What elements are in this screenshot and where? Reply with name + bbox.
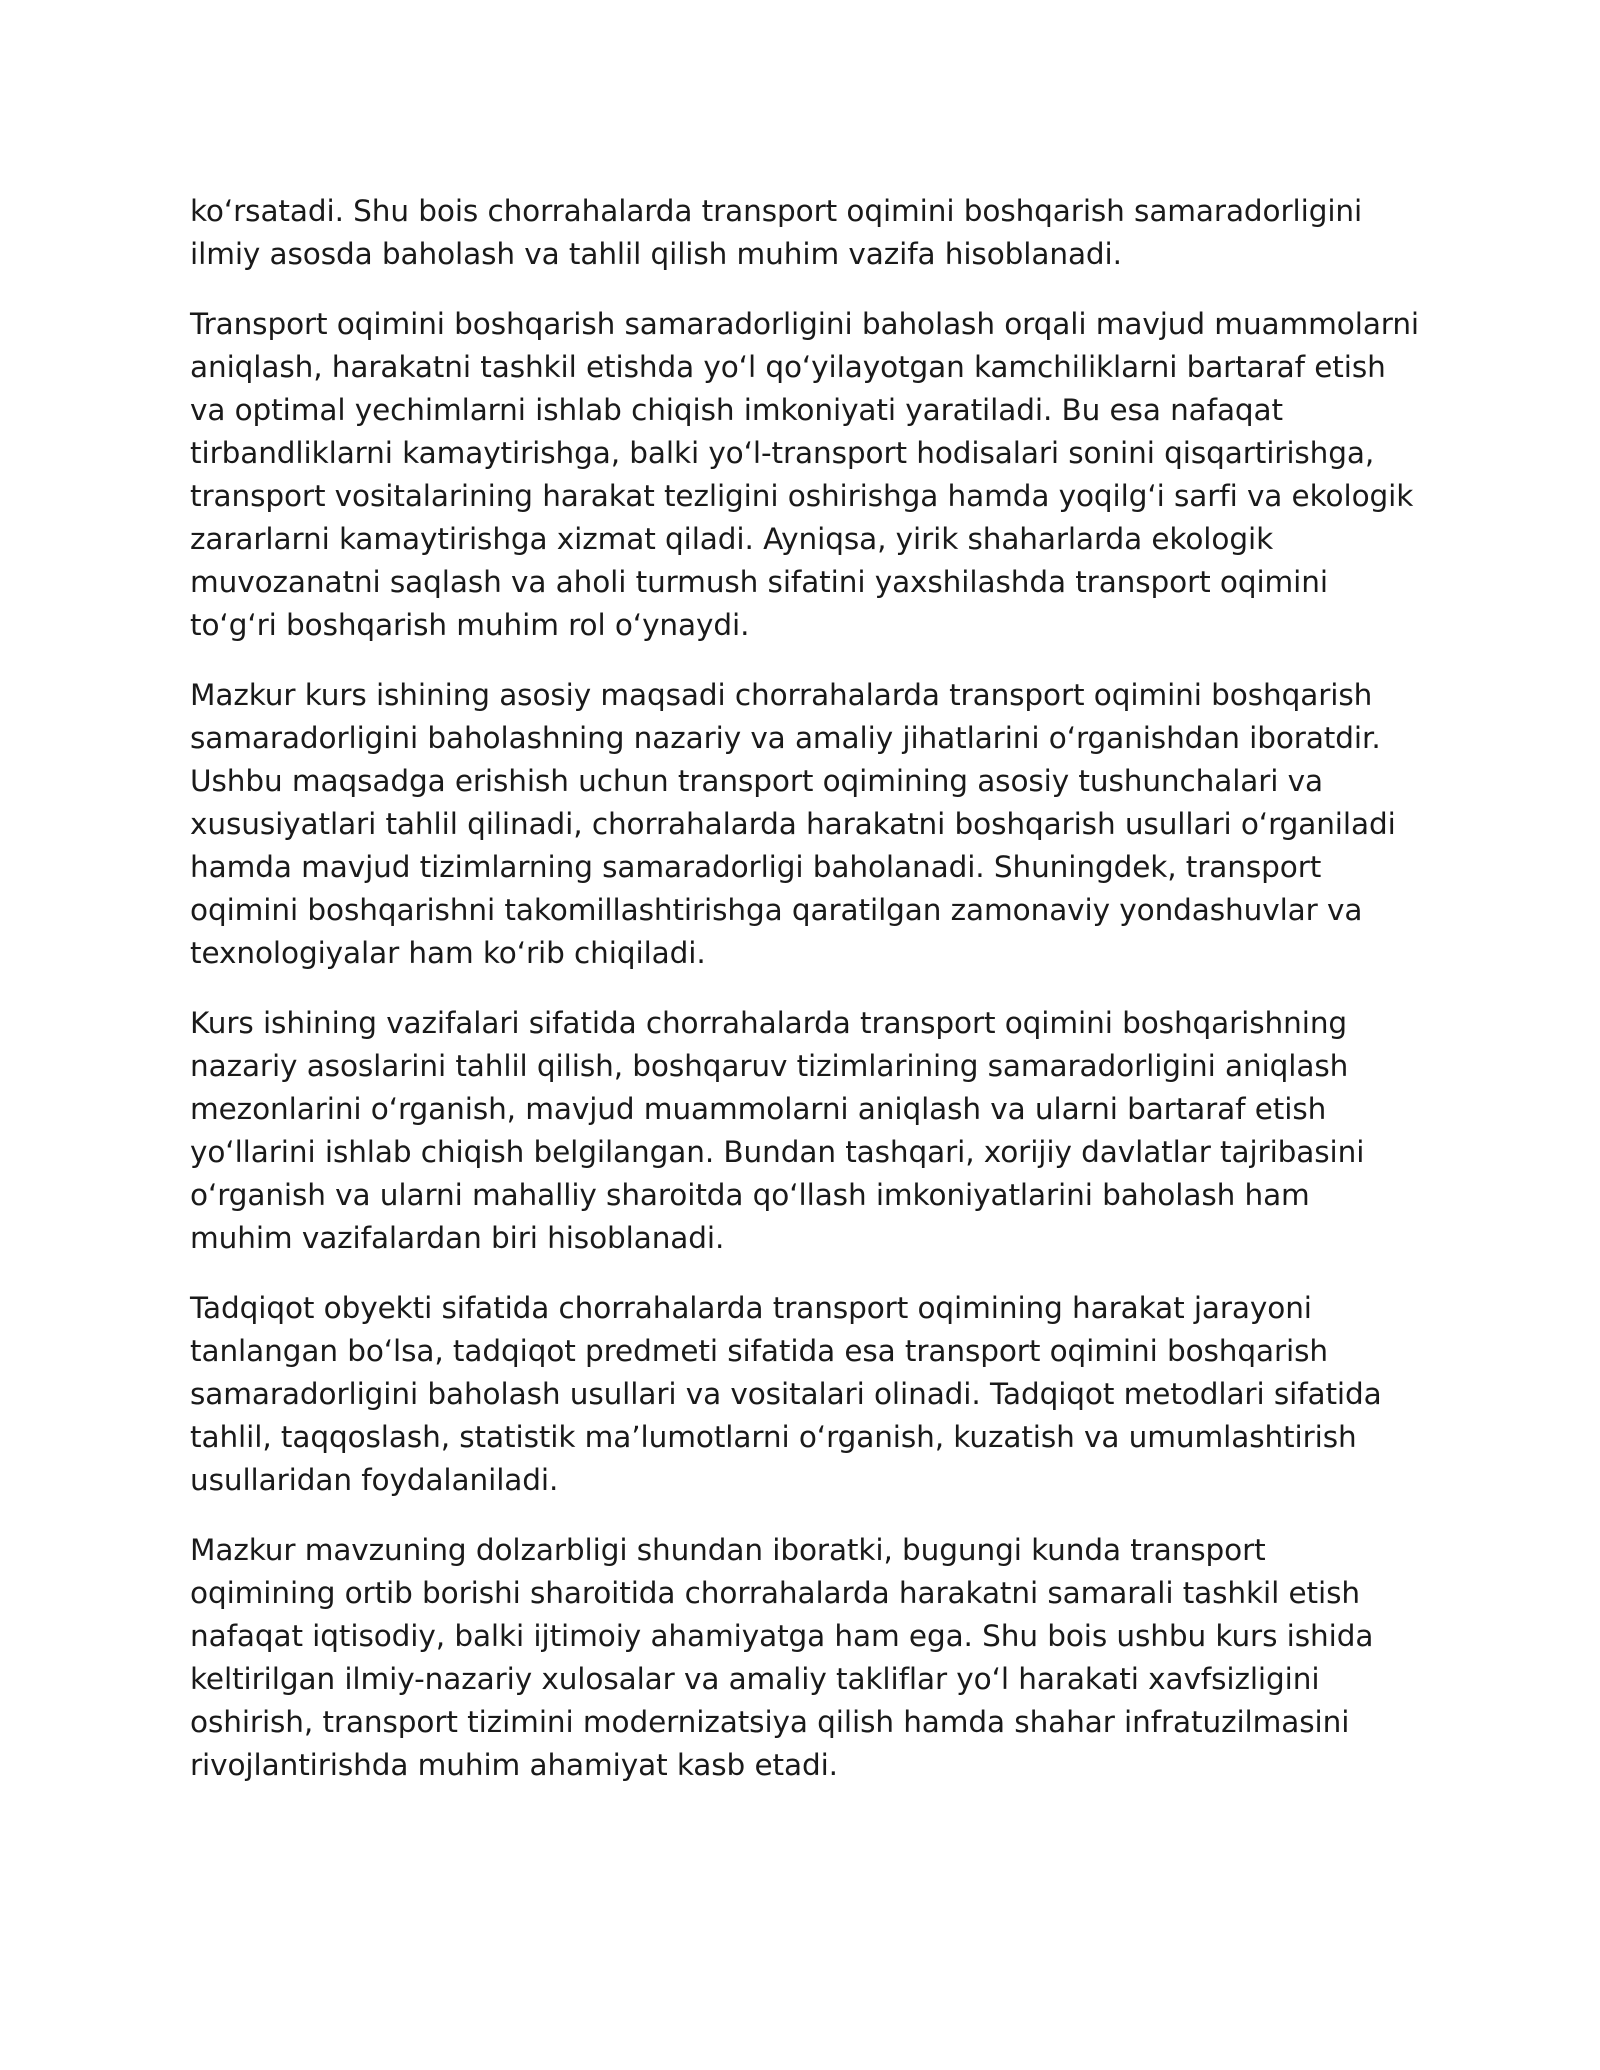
- paragraph-6: Mazkur mavzuning dolzarbligi shundan iboratki, bugungi kunda transport oqimining ortib borishi sharoitida chorrahalarda harakatni samarali tashkil etish nafaqat iqtisodiy, balki ijtimoiy ahamiyatga ham ega. Shu bois ushbu kurs ishida keltirilgan ilmiy-nazariy xulosalar va amaliy takliflar yo‘l harakati xavfsizligini oshirish, transport tizimini modernizatsiya qilish hamda shahar infratuzilmasini rivojlantirishda muhim ahamiyat kasb etadi.: [190, 1533, 1374, 1782]
- paragraph-3: Mazkur kurs ishining asosiy maqsadi chorrahalarda transport oqimini boshqarish samaradorligini baholashning nazariy va amaliy jihatlarini o‘rganishdan iboratdir. Ushbu maqsadga erishish uchun transport oqimining asosiy tushunchalari va xususiyatlari tahlil qilinadi, chorrahalarda harakatni boshqarish usullari o‘rganiladi hamda mavjud tizimlarning samaradorligi baholanadi. Shuningdek, transport oqimini boshqarishni takomillashtirishga qaratilgan zamonaviy yondashuvlar va texnologiyalar ham ko‘rib chiqiladi.: [190, 678, 1396, 970]
- paragraph-2: Transport oqimini boshqarish samaradorligini baholash orqali mavjud muammolarni aniqlash, harakatni tashkil etishda yo‘l qo‘yilayotgan kamchiliklarni bartaraf etish va optimal yechimlarni ishlab chiqish imkoniyati yaratiladi. Bu esa nafaqat tirbandliklarni kamaytirishga, balki yo‘l-transport hodisalari sonini qisqartirishga, transport vositalarining harakat tezligini oshirishga hamda yoqilg‘i sarfi va ekologik zararlarni kamaytirishga xizmat qiladi. Ayniqsa, yirik shaharlarda ekologik muvozanatni saqlash va aholi turmush sifatini yaxshilashda transport oqimini to‘g‘ri boshqarish muhim rol o‘ynaydi.: [190, 307, 1420, 642]
- paragraph-5: Tadqiqot obyekti sifatida chorrahalarda transport oqimining harakat jarayoni tanlangan bo‘lsa, tadqiqot predmeti sifatida esa transport oqimini boshqarish samaradorligini baholash usullari va vositalari olinadi. Tadqiqot metodlari sifatida tahlil, taqqoslash, statistik ma’lumotlarni o‘rganish, kuzatish va umumlashtirish usullaridan foydalaniladi.: [190, 1291, 1382, 1497]
- document-body: [190, 190, 1420, 1814]
- paragraph-4: Kurs ishining vazifalari sifatida chorrahalarda transport oqimini boshqarishning nazariy asoslarini tahlil qilish, boshqaruv tizimlarining samaradorligini aniqlash mezonlarini o‘rganish, mavjud muammolarni aniqlash va ularni bartaraf etish yo‘llarini ishlab chiqish belgilangan. Bundan tashqari, xorijiy davlatlar tajribasini o‘rganish va ularni mahalliy sharoitda qo‘llash imkoniyatlarini baholash ham muhim vazifalardan biri hisoblanadi.: [190, 1006, 1365, 1255]
- paragraph-1: ko‘rsatadi. Shu bois chorrahalarda transport oqimini boshqarish samaradorligini ilmiy asosda baholash va tahlil qilish muhim vazifa hisoblanadi.: [190, 194, 1363, 271]
